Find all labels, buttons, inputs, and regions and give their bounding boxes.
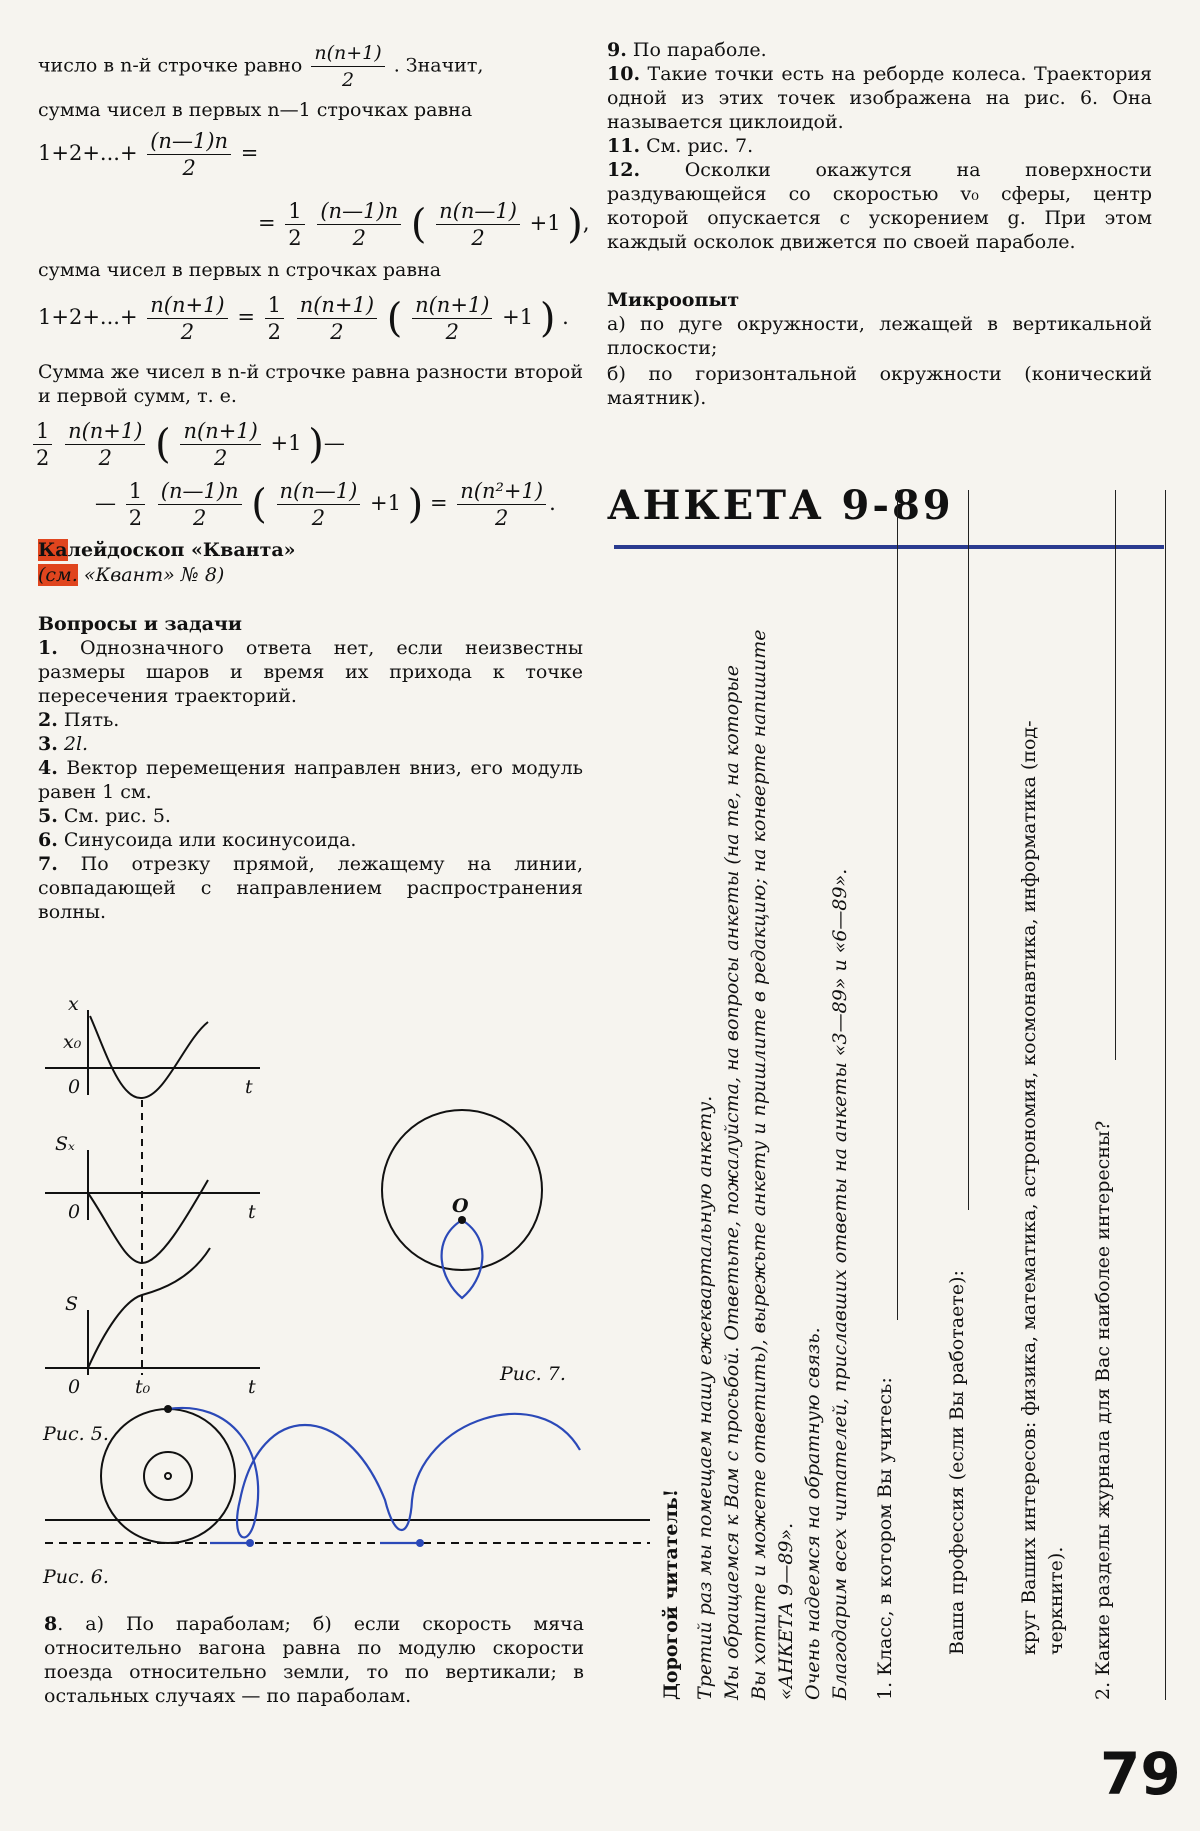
survey-q1c: круг Ваших интересов: физика, математика, астрономия, космонавтика, информатика (под- bbox=[1018, 720, 1040, 1655]
paren-close: ) bbox=[407, 481, 424, 528]
survey-q1b: Ваша профессия (если Вы работаете): bbox=[946, 1270, 968, 1655]
kaleidoscope-heading bbox=[38, 538, 583, 562]
frac-den: 2 bbox=[182, 156, 196, 180]
answer-item bbox=[38, 828, 583, 852]
sx-label: Sₓ bbox=[55, 1133, 75, 1155]
frac bbox=[265, 292, 284, 345]
eq-text: +1 bbox=[502, 305, 534, 329]
answer-text: См. рис. 5. bbox=[63, 805, 171, 827]
eq-text: +1 bbox=[370, 491, 401, 515]
answer-text: Пять. bbox=[63, 709, 120, 731]
answer-text: См. рис. 7. bbox=[646, 135, 754, 157]
paren-open: ( bbox=[386, 295, 403, 342]
equation-4 bbox=[30, 418, 345, 471]
survey-title: АНКЕТА 9-89 bbox=[607, 482, 954, 529]
frac-num: n(n+1) bbox=[297, 292, 377, 319]
frac-den: 2 bbox=[445, 320, 459, 344]
frac-num: (n—1)n bbox=[147, 128, 231, 155]
frac-num: (n—1)n bbox=[158, 478, 242, 505]
t-label-2: t bbox=[248, 1201, 256, 1223]
answer-item bbox=[38, 804, 583, 828]
frac-den: 2 bbox=[192, 506, 207, 530]
eq-text: — bbox=[323, 431, 345, 455]
answer-number: 3. bbox=[38, 733, 58, 755]
frac-num: 1 bbox=[285, 198, 304, 225]
frac bbox=[297, 292, 377, 345]
frac-den: 2 bbox=[352, 226, 366, 250]
frac-num: n(n—1) bbox=[436, 198, 520, 225]
page-number: 79 bbox=[1100, 1740, 1181, 1808]
highlight: (см. bbox=[38, 564, 78, 586]
survey-q1d: черкните). bbox=[1045, 1546, 1067, 1655]
answer-item bbox=[38, 852, 583, 924]
answer-number: 6. bbox=[38, 829, 58, 851]
frac-num: n(n+1) bbox=[65, 418, 145, 445]
answer-text: Однозначного ответа нет, если неизвестны размеры шаров и время их прихода к точке пересечения траекторий. bbox=[38, 637, 583, 707]
zero-label-3: 0 bbox=[68, 1376, 81, 1398]
eq-text: 1+2+...+ bbox=[38, 305, 138, 329]
answer-line-q2-extra[interactable] bbox=[1165, 490, 1166, 1700]
micro-heading: Микроопыт bbox=[607, 289, 740, 311]
frac-den: 2 bbox=[267, 320, 281, 344]
survey-greeting: Дорогой читатель! bbox=[660, 1488, 682, 1700]
answer-text: Осколки окажутся на поверхности раздувающейся со скоростью v₀ сферы, центр которой опускается с ускорением g. При этом каждый осколок движется по своей параболе. bbox=[607, 159, 1153, 253]
answer-item bbox=[38, 756, 583, 804]
sphere-circle bbox=[382, 1110, 542, 1270]
answer-text: По отрезку прямой, лежащему на линии, совпадающей с направлением распространения волны. bbox=[38, 853, 583, 923]
cycloid-point bbox=[246, 1539, 254, 1547]
frac-den: 2 bbox=[494, 506, 509, 530]
frac bbox=[65, 418, 145, 471]
answer-item bbox=[38, 708, 583, 732]
micro-b: б) по горизонтальной окружности (конический маятник). bbox=[607, 363, 1152, 409]
equation-5 bbox=[95, 478, 556, 531]
line-1 bbox=[38, 40, 483, 93]
frac-num: n(n²+1) bbox=[457, 478, 546, 505]
paren-open: ( bbox=[251, 481, 267, 528]
frac-den: 2 bbox=[180, 320, 195, 344]
answer-number: 4. bbox=[38, 757, 58, 779]
equation-3 bbox=[38, 292, 569, 345]
frac-den: 2 bbox=[98, 446, 112, 470]
zero-label-2: 0 bbox=[68, 1201, 81, 1223]
frac-den: 2 bbox=[213, 446, 228, 470]
answer-number: 5. bbox=[38, 805, 58, 827]
fig7-caption: Рис. 7. bbox=[500, 1363, 566, 1385]
line-4: Сумма же чисел в n-й строчке равна разности второй и первой сумм, т. е. bbox=[38, 361, 583, 407]
fig5-caption: Рис. 5. bbox=[43, 1423, 109, 1445]
s-label: S bbox=[65, 1293, 79, 1315]
frac-1 bbox=[311, 40, 384, 93]
t-label-3: t bbox=[248, 1376, 256, 1398]
answer-text: . а) По параболам; б) если скорость мяча относительно вагона равна по модулю скорости поезда относительно земли, то по вертикали; в остальных случаях — по параболам. bbox=[44, 1613, 584, 1707]
eq-text: +1 bbox=[270, 431, 302, 455]
frac bbox=[412, 292, 492, 345]
answer-number: 1. bbox=[38, 637, 58, 659]
o-label: O bbox=[452, 1195, 469, 1217]
t0-label: t₀ bbox=[135, 1376, 151, 1398]
frac bbox=[277, 478, 361, 531]
eq-text: , bbox=[582, 211, 590, 235]
frac-num: (n—1)n bbox=[317, 198, 401, 225]
frac-num: n(n+1) bbox=[147, 292, 227, 319]
answer-number: 8 bbox=[44, 1613, 58, 1635]
survey-p3: Вы хотите и можете ответить), вырежьте анкету и пришлите в редакцию; на конверте напишите bbox=[748, 629, 770, 1700]
answers-list-right bbox=[607, 38, 1152, 254]
eq-text: +1 bbox=[529, 211, 561, 235]
answer-item bbox=[607, 158, 1152, 254]
answer-number: 2. bbox=[38, 709, 58, 731]
frac-num: 1 bbox=[33, 418, 52, 445]
answer-8 bbox=[44, 1612, 584, 1708]
answer-number: 7. bbox=[38, 853, 58, 875]
kaleidoscope-ref-text: «Квант» № 8) bbox=[77, 564, 225, 586]
eq-sign: = bbox=[237, 305, 255, 329]
answer-item bbox=[607, 38, 1152, 62]
frac-num: n(n+1) bbox=[412, 292, 492, 319]
equation-1 bbox=[38, 128, 258, 181]
frac-den: 2 bbox=[341, 69, 355, 91]
eq-text: . bbox=[562, 305, 569, 329]
answer-line-q1[interactable] bbox=[897, 490, 898, 1320]
survey-p2: Мы обращаемся к Вам с просьбой. Ответьте, пожалуйста, на вопросы анкеты (на те, на которые bbox=[721, 664, 743, 1700]
eq-text: . bbox=[549, 491, 556, 515]
frac-den: 2 bbox=[36, 446, 50, 470]
survey-p6: Благодарим всех читателей, приславших ответы на анкеты «3—89» и «6—89». bbox=[829, 868, 851, 1700]
answer-text: Синусоида или косинусоида. bbox=[63, 829, 357, 851]
fig6-caption: Рис. 6. bbox=[43, 1566, 109, 1588]
frac-num: 1 bbox=[126, 478, 145, 505]
s-curve bbox=[88, 1248, 210, 1368]
eq-sign: = bbox=[429, 491, 448, 515]
line-3: сумма чисел в первых n строчках равна bbox=[38, 259, 442, 281]
eq-text: — bbox=[95, 491, 116, 515]
frac-den: 2 bbox=[330, 320, 344, 344]
text-l1a: число в n-й строчке равно bbox=[38, 54, 303, 77]
answers-list bbox=[38, 636, 583, 924]
answer-item bbox=[38, 636, 583, 708]
frac bbox=[147, 128, 231, 181]
survey-p5: Очень надеемся на обратную связь. bbox=[802, 1327, 824, 1700]
frac-den: 2 bbox=[311, 506, 326, 530]
paren-open: ( bbox=[155, 421, 171, 468]
survey-p4: «АНКЕТА 9—89». bbox=[775, 1522, 797, 1700]
figures bbox=[0, 980, 660, 1600]
frac bbox=[457, 478, 546, 531]
wheel-outer bbox=[101, 1409, 235, 1543]
cycloid-path bbox=[168, 1408, 580, 1537]
pendulum-loop bbox=[442, 1220, 483, 1298]
frac-num: n(n+1) bbox=[180, 418, 260, 445]
paren-close: ) bbox=[539, 295, 556, 342]
frac-den: 2 bbox=[471, 226, 485, 250]
zero-label-1: 0 bbox=[68, 1076, 81, 1098]
answer-item bbox=[38, 732, 583, 756]
paren-close: ) bbox=[567, 201, 583, 248]
x-label: x bbox=[68, 993, 79, 1015]
frac bbox=[285, 198, 304, 251]
survey-q2: 2. Какие разделы журнала для Вас наиболее интересны? bbox=[1092, 1120, 1114, 1700]
micro-a: а) по дуге окружности, лежащей в вертикальной плоскости; bbox=[607, 313, 1152, 359]
frac bbox=[317, 198, 401, 251]
kaleidoscope-ref bbox=[38, 563, 583, 587]
pivot-dot bbox=[458, 1216, 466, 1224]
x-curve bbox=[90, 1016, 208, 1098]
frac-den: 2 bbox=[128, 506, 143, 530]
eq-sign: = bbox=[258, 211, 276, 235]
survey-body bbox=[650, 490, 1170, 1700]
frac bbox=[126, 478, 145, 531]
answer-line-q2[interactable] bbox=[1115, 490, 1116, 1060]
kaleidoscope-title: лейдоскоп «Кванта» bbox=[67, 539, 296, 561]
answer-text: 2l. bbox=[63, 733, 89, 755]
frac bbox=[147, 292, 227, 345]
answer-line-q1b[interactable] bbox=[968, 490, 969, 1210]
answer-number: 12. bbox=[607, 159, 641, 181]
text-l1b: . Значит, bbox=[393, 54, 484, 77]
frac bbox=[436, 198, 520, 251]
start-dot bbox=[164, 1405, 172, 1413]
frac bbox=[180, 418, 260, 471]
equation-2 bbox=[258, 198, 590, 251]
answer-item bbox=[607, 62, 1152, 134]
answer-number: 9. bbox=[607, 39, 627, 61]
frac bbox=[33, 418, 52, 471]
answer-text: Вектор перемещения направлен вниз, его модуль равен 1 см. bbox=[38, 757, 583, 803]
wheel-inner bbox=[144, 1452, 192, 1500]
questions-heading: Вопросы и задачи bbox=[38, 613, 242, 635]
paren-open: ( bbox=[410, 201, 427, 248]
answer-text: Такие точки есть на реборде колеса. Траектория одной из этих точек изображена на рис. 6. Она называется циклоидой. bbox=[607, 63, 1153, 133]
frac bbox=[158, 478, 242, 531]
frac-num: n(n—1) bbox=[277, 478, 361, 505]
line-2: сумма чисел в первых n—1 строчках равна bbox=[38, 99, 473, 121]
answer-number: 11. bbox=[607, 135, 641, 157]
survey-p1: Третий раз мы помещаем нашу ежеквартальную анкету. bbox=[694, 1095, 716, 1700]
eq-text: 1+2+...+ bbox=[38, 141, 138, 165]
answer-number: 10. bbox=[607, 63, 641, 85]
t-label-1: t bbox=[245, 1076, 253, 1098]
highlight: Ка bbox=[38, 539, 68, 561]
survey-q1: 1. Класс, в котором Вы учитесь: bbox=[874, 1377, 896, 1700]
answer-text: По параболе. bbox=[632, 39, 767, 61]
eq-sign: = bbox=[240, 141, 259, 165]
paren-close: ) bbox=[308, 421, 324, 468]
wheel-center bbox=[165, 1473, 171, 1479]
x0-label: x₀ bbox=[63, 1031, 82, 1053]
frac-num: 1 bbox=[265, 292, 284, 319]
cycloid-point bbox=[416, 1539, 424, 1547]
frac-num: n(n+1) bbox=[311, 40, 384, 67]
frac-den: 2 bbox=[288, 226, 302, 250]
answer-item bbox=[607, 134, 1152, 158]
